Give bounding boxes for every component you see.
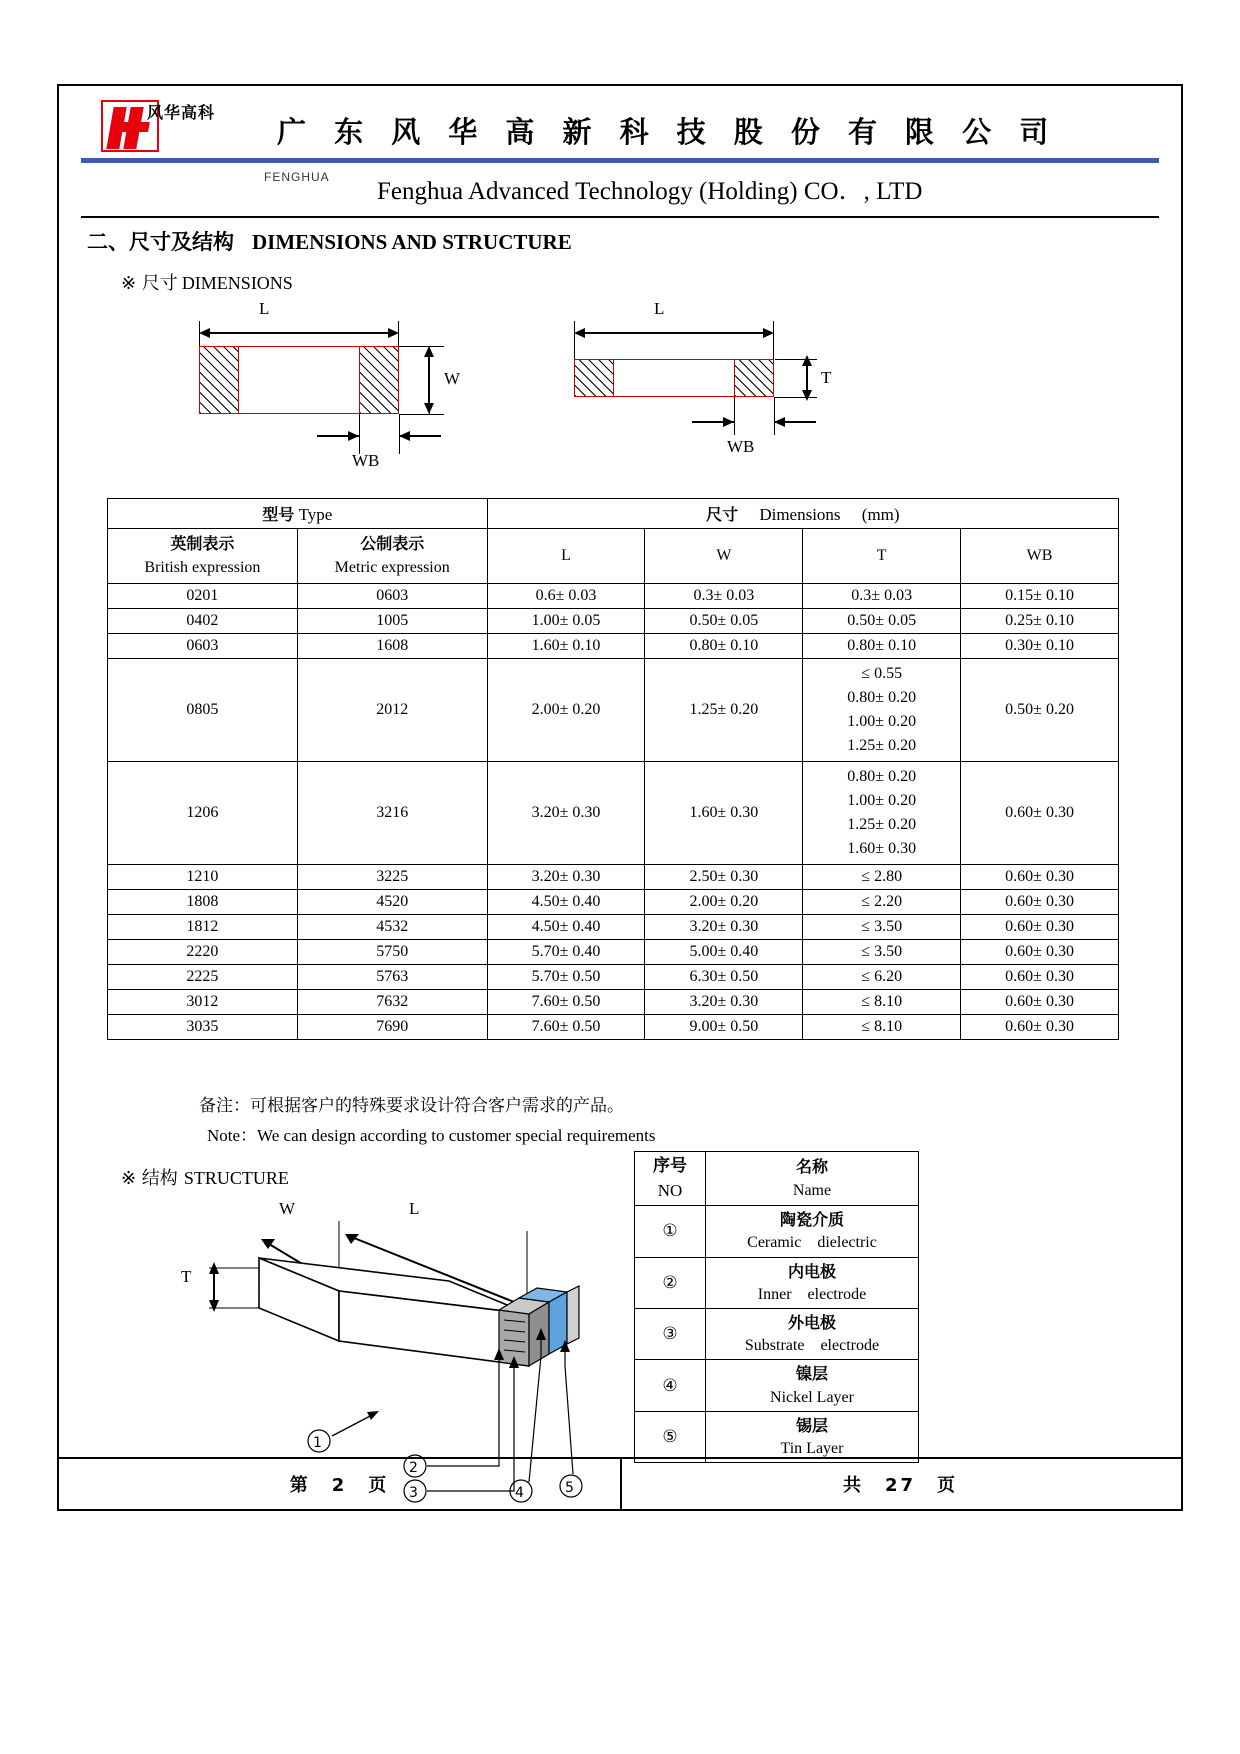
legend-name-en: Inner electrode [757,1285,867,1303]
legend-name-cn: 陶瓷介质 [779,1210,844,1230]
legend-name [706,1360,919,1411]
cell-width: 3.20± 0.30 [645,915,803,940]
cell-metric-expression: 1005 [297,609,487,634]
section-title-en: DIMENSIONS AND STRUCTURE [252,230,572,254]
cell-thickness: ≤ 8.10 [803,990,961,1015]
structure-subtitle-en: STRUCTURE [183,1168,289,1188]
legend-header-no-cn: 序号 [653,1156,687,1176]
cell-thickness [803,762,961,865]
structure-legend-table [634,1151,919,1463]
thickness-option: 0.80± 0.20 [847,689,917,706]
column-header-metric-cn: 公制表示 [360,534,425,553]
cell-band-width: 0.25± 0.10 [961,609,1119,634]
table-row [108,659,1119,762]
cell-band-width: 0.30± 0.10 [961,634,1119,659]
side-view-L-arrow [574,326,774,340]
legend-name-en: Ceramic dielectric [747,1234,877,1252]
dimension-drawings [59,291,1181,491]
table-row [108,940,1119,965]
legend-row [635,1206,919,1257]
cell-length: 4.50± 0.40 [487,915,645,940]
svg-text:2: 2 [409,1460,418,1476]
legend-header-name [706,1152,919,1206]
svg-text:4: 4 [515,1485,524,1501]
cell-length: 7.60± 0.50 [487,990,645,1015]
dimensions-subtitle-en: DIMENSIONS [181,273,293,293]
cell-british-expression: 3012 [108,990,298,1015]
footer-page-number: 第 2 页 [289,1475,390,1496]
cell-british-expression: 1210 [108,865,298,890]
thickness-option: 1.25± 0.20 [847,816,917,833]
cell-metric-expression: 7690 [297,1015,487,1040]
structure-subtitle [121,1164,289,1190]
column-header-metric [297,529,487,584]
group-header-type-en: Type [298,505,333,524]
cell-metric-expression: 5763 [297,965,487,990]
logo-caption-cn: 风华高科 [147,103,216,122]
cell-length: 1.60± 0.10 [487,634,645,659]
cell-british-expression: 2220 [108,940,298,965]
cell-length: 1.00± 0.05 [487,609,645,634]
header-divider [81,216,1159,218]
legend-name-cn: 外电极 [787,1313,836,1333]
table-row [108,965,1119,990]
header-blue-rule [81,158,1159,163]
cell-thickness: ≤ 2.20 [803,890,961,915]
thickness-option: 1.60± 0.30 [847,840,917,857]
table-row [108,990,1119,1015]
cell-band-width: 0.60± 0.30 [961,762,1119,865]
document-header [59,86,1181,206]
thickness-option: 0.80± 0.20 [847,768,917,785]
cell-british-expression: 2225 [108,965,298,990]
legend-name-cn: 镍层 [795,1364,828,1384]
cell-thickness: 0.50± 0.05 [803,609,961,634]
table-row [108,762,1119,865]
thickness-option: 1.00± 0.20 [847,792,917,809]
structure-subtitle-cn: ※ 结构 [121,1168,178,1189]
table-group-header-row [108,499,1119,529]
side-view-T-arrow [800,355,814,401]
section-title [87,226,572,256]
legend-row [635,1411,919,1462]
cell-band-width: 0.60± 0.30 [961,940,1119,965]
group-header-type [108,499,488,529]
cell-width: 6.30± 0.50 [645,965,803,990]
side-view-label-T: T [821,368,832,387]
section-title-cn: 二、尺寸及结构 [87,230,234,254]
cell-metric-expression: 4520 [297,890,487,915]
svg-text:W: W [279,1199,296,1218]
cell-metric-expression: 3225 [297,865,487,890]
dimensions-table-body [108,584,1119,1040]
legend-name-en: Nickel Layer [770,1388,854,1406]
side-view-WB-arrow [692,415,816,429]
cell-british-expression: 1808 [108,890,298,915]
top-view-L-arrow [199,326,399,340]
cell-metric-expression: 5750 [297,940,487,965]
top-view-label-L: L [259,299,270,318]
cell-band-width: 0.15± 0.10 [961,584,1119,609]
legend-number: ③ [635,1309,706,1360]
legend-row [635,1360,919,1411]
svg-text:5: 5 [565,1480,574,1496]
cell-band-width: 0.60± 0.30 [961,1015,1119,1040]
table-column-header-row [108,529,1119,584]
cell-length: 3.20± 0.30 [487,865,645,890]
cell-thickness: 0.3± 0.03 [803,584,961,609]
cell-thickness: ≤ 8.10 [803,1015,961,1040]
cell-thickness: ≤ 3.50 [803,915,961,940]
cell-british-expression: 0603 [108,634,298,659]
column-header-W: W [645,529,803,584]
table-row [108,890,1119,915]
legend-header-name-cn: 名称 [795,1157,828,1177]
legend-table-body [635,1206,919,1463]
cell-metric-expression: 0603 [297,584,487,609]
cell-length: 0.6± 0.03 [487,584,645,609]
legend-number: ① [635,1206,706,1257]
dimensions-subtitle-cn: ※ 尺寸 [121,273,178,294]
note-chinese: 备注：可根据客户的特殊要求设计符合客户需求的产品。 [199,1096,624,1116]
cell-metric-expression: 3216 [297,762,487,865]
cell-length: 2.00± 0.20 [487,659,645,762]
top-view-WB-arrow [317,429,441,443]
legend-header-no-en: NO [657,1180,683,1200]
column-header-T: T [803,529,961,584]
cell-british-expression: 1206 [108,762,298,865]
cell-band-width: 0.60± 0.30 [961,865,1119,890]
column-header-british-en: British expression [144,559,261,576]
svg-text:3: 3 [409,1485,418,1501]
cell-british-expression: 0402 [108,609,298,634]
legend-row [635,1257,919,1308]
cell-british-expression: 3035 [108,1015,298,1040]
legend-number: ⑤ [635,1411,706,1462]
thickness-option: ≤ 0.55 [861,665,903,682]
note-english: Note：We can design according to customer special requirements [207,1126,656,1145]
legend-name [706,1411,919,1462]
legend-name [706,1206,919,1257]
logo-caption-en: FENGHUA [264,170,330,184]
cell-length: 7.60± 0.50 [487,1015,645,1040]
table-row [108,865,1119,890]
cell-metric-expression: 1608 [297,634,487,659]
footer-total-pages: 共 27 页 [842,1475,959,1496]
column-header-L: L [487,529,645,584]
company-name-cn: 广 东 风 华 高 新 科 技 股 份 有 限 公 司 [277,115,1058,149]
cell-width: 2.00± 0.20 [645,890,803,915]
cell-width: 5.00± 0.40 [645,940,803,965]
legend-name-cn: 内电极 [787,1261,836,1281]
svg-text:T: T [181,1267,192,1286]
cell-metric-expression: 2012 [297,659,487,762]
cell-british-expression: 0805 [108,659,298,762]
legend-header-no [635,1152,706,1206]
top-view-label-WB: WB [352,451,380,470]
cell-british-expression: 1812 [108,915,298,940]
cell-metric-expression: 7632 [297,990,487,1015]
top-view-W-arrow [422,346,436,414]
cell-width: 1.25± 0.20 [645,659,803,762]
table-row [108,1015,1119,1040]
cell-british-expression: 0201 [108,584,298,609]
legend-header-name-en: Name [792,1181,832,1199]
cell-thickness [803,659,961,762]
cell-width: 1.60± 0.30 [645,762,803,865]
column-header-WB: WB [961,529,1119,584]
group-header-dim-cn: 尺寸 [706,505,739,524]
legend-row [635,1309,919,1360]
group-header-dimensions [487,499,1118,529]
group-header-type-cn: 型号 [262,505,295,524]
legend-name [706,1309,919,1360]
cell-length: 3.20± 0.30 [487,762,645,865]
table-row [108,915,1119,940]
table-row [108,584,1119,609]
cell-thickness: ≤ 6.20 [803,965,961,990]
cell-band-width: 0.60± 0.30 [961,915,1119,940]
cell-band-width: 0.60± 0.30 [961,965,1119,990]
cell-thickness: 0.80± 0.10 [803,634,961,659]
column-header-british [108,529,298,584]
svg-text:L: L [409,1199,420,1218]
cell-length: 5.70± 0.50 [487,965,645,990]
side-view-label-L: L [654,299,665,318]
cell-band-width: 0.60± 0.30 [961,890,1119,915]
thickness-option: 1.00± 0.20 [847,713,917,730]
group-header-dim-en: Dimensions [759,505,841,524]
legend-header-row [635,1152,919,1206]
svg-text:1: 1 [313,1435,322,1451]
side-view-label-WB: WB [727,437,755,456]
cell-width: 9.00± 0.50 [645,1015,803,1040]
cell-band-width: 0.60± 0.30 [961,990,1119,1015]
column-header-british-cn: 英制表示 [170,534,235,553]
thickness-option: 1.25± 0.20 [847,737,917,754]
dimensions-table [107,498,1119,1040]
legend-number: ④ [635,1360,706,1411]
cell-width: 3.20± 0.30 [645,990,803,1015]
cell-band-width: 0.50± 0.20 [961,659,1119,762]
company-name-en: Fenghua Advanced Technology (Holding) CO．, LTD [377,178,923,205]
cell-width: 0.3± 0.03 [645,584,803,609]
structure-drawing [169,1196,609,1501]
legend-name [706,1257,919,1308]
legend-name-en: Tin Layer [780,1439,844,1457]
legend-number: ② [635,1257,706,1308]
document-footer [59,1457,1181,1509]
cell-metric-expression: 4532 [297,915,487,940]
cell-width: 0.50± 0.05 [645,609,803,634]
document-page [57,84,1183,1511]
cell-length: 5.70± 0.40 [487,940,645,965]
legend-name-en: Substrate electrode [744,1337,880,1355]
legend-name-cn: 锡层 [795,1415,828,1435]
column-header-metric-en: Metric expression [334,559,450,576]
top-view-label-W: W [444,369,461,388]
cell-length: 4.50± 0.40 [487,890,645,915]
group-header-dim-unit: (mm) [861,505,900,524]
structure-isometric-svg [169,1196,609,1501]
cell-width: 0.80± 0.10 [645,634,803,659]
table-row [108,634,1119,659]
cell-thickness: ≤ 3.50 [803,940,961,965]
cell-width: 2.50± 0.30 [645,865,803,890]
cell-thickness: ≤ 2.80 [803,865,961,890]
table-row [108,609,1119,634]
